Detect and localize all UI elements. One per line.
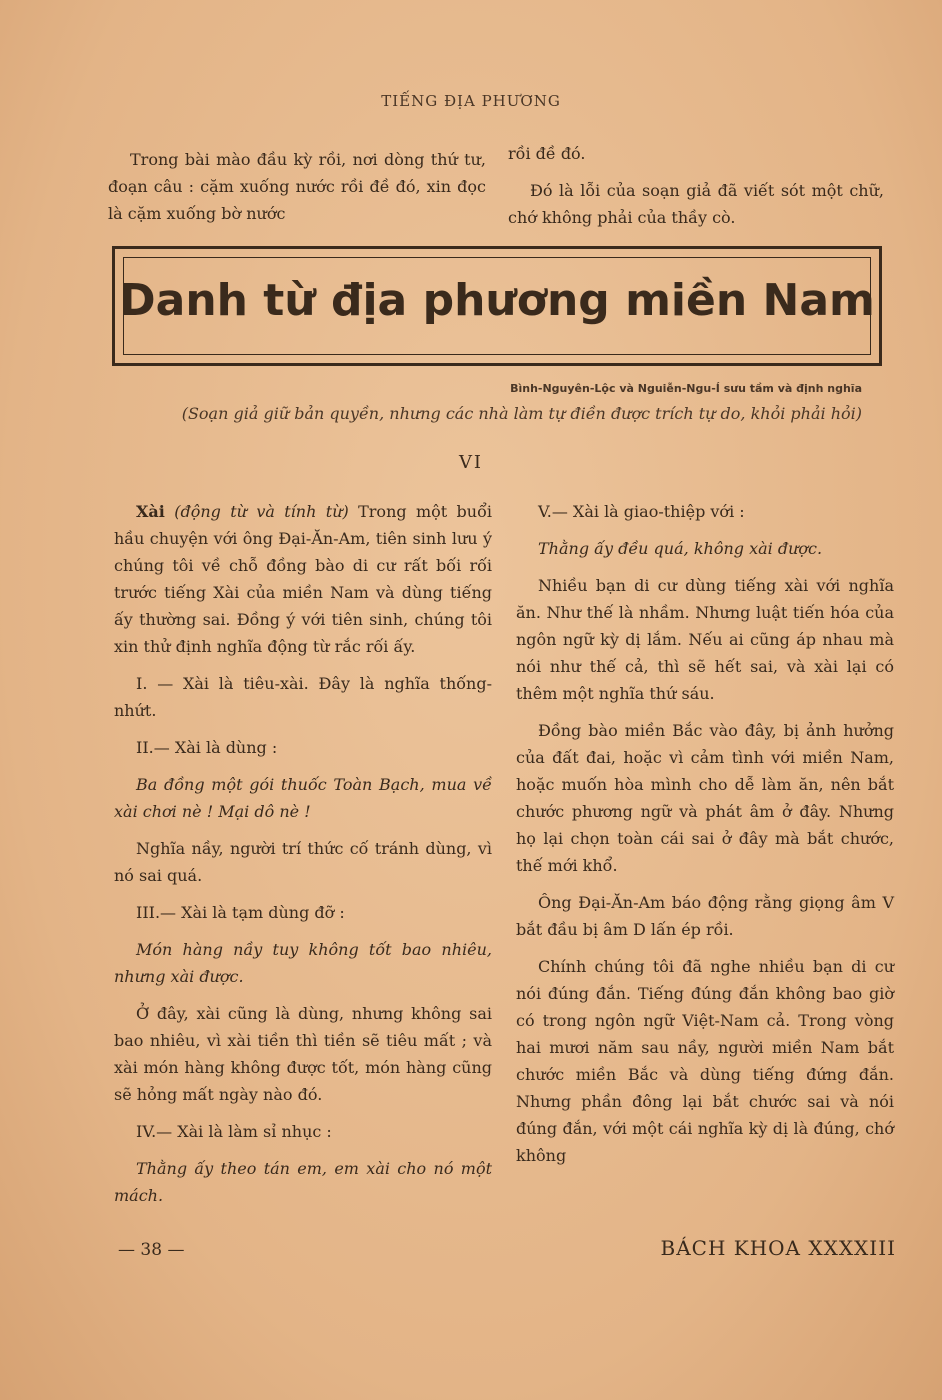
paragraph-misuse: Nhiều bạn di cư dùng tiếng xài với nghĩa ăn. Như thế là nhầm. Nhưng luật tiến hóa của ngôn ngữ kỳ dị lắm. Nếu ai cũng áp nhau mà nói như thế cả, thì sẽ hết sai, và xài lại có thêm một nghĩa thứ sáu.: [516, 576, 894, 703]
article-title: Danh từ địa phương miền Nam: [119, 275, 875, 326]
copyright-note: (Soạn giả giữ bản quyền, nhưng các nhà làm tự điền được trích tự do, khỏi phải hỏi): [181, 404, 862, 423]
erratum-left: [108, 146, 486, 237]
paragraph-imitation: Đồng bào miền Bắc vào đây, bị ảnh hưởng của đất đai, hoặc vì cảm tình với miền Nam, hoặc muốn hòa mình cho dễ làm ăn, nên bắt chước phương ngữ và phát âm ở đây. Nhưng họ lại chọn toàn cái sai ở đây mà bắt chước, thế mới khổ.: [516, 721, 894, 875]
definition-2: II.— Xài là dùng :: [136, 738, 278, 757]
example-5: Thằng ấy đều quá, không xài được.: [538, 539, 823, 558]
definition-1: I. — Xài là tiêu-xài. Đây là nghĩa thống-nhứt.: [114, 674, 492, 720]
intro-lead: Xài: [136, 502, 165, 521]
authors-line: Bình-Nguyên-Lộc và Nguiễn-Ngu-Í sưu tầm và định nghĩa: [510, 382, 862, 395]
example-3: Món hàng nầy tuy không tốt bao nhiêu, nhưng xài được.: [114, 940, 492, 986]
intro-rest: Trong một buổi hầu chuyện với ông Đại-Ăn-Am, tiên sinh lưu ý chúng tôi về chỗ đồng bào di cư rất bối rối trước tiếng Xài của miền Nam và dùng tiếng ấy thường sai. Đồng ý với tiên sinh, chúng tôi xin thử định nghĩa động từ rắc rối ấy.: [114, 502, 493, 656]
running-head: TIẾNG ĐỊA PHƯƠNG: [381, 92, 561, 110]
definition-5: V.— Xài là giao-thiệp với :: [538, 502, 745, 521]
erratum-right: [508, 140, 884, 241]
erratum-text: Trong bài mào đầu kỳ rồi, nơi dòng thứ tư, đoạn câu : cặm xuống nước rồi đề đó, xin đọc là cặm xuống bờ nước: [108, 150, 486, 223]
paragraph-dung-dan: Chính chúng tôi đã nghe nhiều bạn di cư nói đúng đắn. Tiếng đúng đắn không bao giờ có trong ngôn ngữ Việt-Nam cả. Trong vòng hai mươi năm sau nầy, người miền Nam bắt chước miền Bắc và dùng tiếng đứng đắn. Nhưng phần đông lại bắt chước sai và nói đúng đắn, với một cái nghĩa kỳ dị là đúng, chớ không: [516, 957, 894, 1165]
title-frame: [112, 246, 882, 366]
example-2: Ba đồng một gói thuốc Toàn Bạch, mua về xài chơi nè ! Mại dô nè !: [114, 775, 492, 821]
paragraph-warning: Ông Đại-Ăn-Am báo động rằng giọng âm V bắt đầu bị âm D lấn ép rồi.: [516, 893, 894, 939]
intro-italic: (động từ và tính từ): [174, 502, 349, 521]
definition-3: III.— Xài là tạm dùng đỡ :: [136, 903, 345, 922]
section-number: VI: [458, 452, 484, 473]
note-3: Ở đây, xài cũng là dùng, nhưng không sai bao nhiêu, vì xài tiền thì tiền sẽ tiêu mất ; và xài món hàng không được tốt, món hàng cũng sẽ hỏng mất ngày nào đó.: [114, 1004, 492, 1104]
erratum-note: Đó là lỗi của soạn giả đã viết sót một chữ, chớ không phải của thầy cò.: [508, 181, 884, 227]
erratum-continuation: rồi đề đó.: [508, 144, 586, 163]
right-column: [516, 498, 894, 1179]
publication-footer: BÁCH KHOA XXXXIII: [660, 1236, 896, 1260]
page-number: — 38 —: [118, 1240, 185, 1260]
definition-4: IV.— Xài là làm sỉ nhục :: [136, 1122, 332, 1141]
left-column: [114, 498, 492, 1219]
note-2: Nghĩa nầy, người trí thức cố tránh dùng, vì nó sai quá.: [114, 839, 492, 885]
example-4: Thằng ấy theo tán em, em xài cho nó một mách.: [114, 1159, 492, 1205]
intro-paragraph: [114, 498, 492, 660]
